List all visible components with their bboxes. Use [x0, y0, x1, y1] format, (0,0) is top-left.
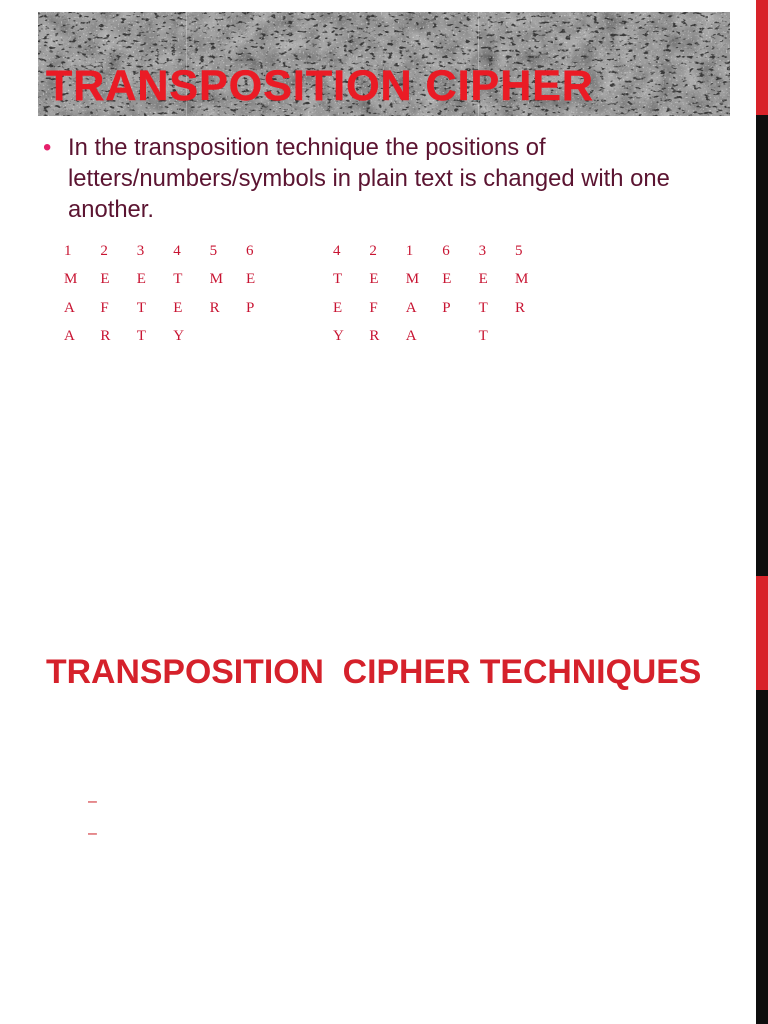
grid-letter: E: [173, 299, 183, 316]
bullet-text: In the transposition technique the positions of letters/numbers/symbols in plain text is changed with one another.: [68, 134, 670, 223]
grid-letter: E: [442, 271, 452, 288]
column-key-number: 3: [478, 243, 487, 259]
slide-2: [0, 576, 768, 1024]
grid-letter: T: [173, 271, 183, 288]
accent-bar-dark: [756, 115, 768, 576]
grid-letter: T: [136, 299, 146, 316]
grid-letter: A: [405, 327, 417, 344]
column-key-number: 6: [246, 243, 254, 259]
column-key-number: 5: [209, 243, 218, 259]
grid-letter: F: [100, 299, 109, 316]
grid-letter: R: [369, 327, 380, 344]
grid-letter: T: [478, 299, 488, 316]
grid-letter: P: [442, 299, 451, 316]
column-key-number: 1: [64, 243, 72, 259]
title-banner: [38, 12, 730, 116]
grid-letter: A: [64, 327, 75, 344]
transposed-grid: [333, 241, 533, 351]
grid-letter: M: [515, 271, 529, 288]
column-key-number: 2: [369, 243, 377, 259]
grid-letter: R: [209, 299, 220, 316]
accent-bar-red: [756, 576, 768, 690]
column-key-number: 4: [173, 243, 181, 259]
grid-letter: E: [100, 271, 110, 288]
grid-letter: A: [64, 299, 75, 316]
grid-letter: A: [405, 299, 417, 316]
sub-bullet-list: [88, 786, 97, 850]
grid-letter: F: [369, 299, 378, 316]
grid-letter: E: [136, 271, 146, 288]
grid-letter: Y: [333, 327, 344, 344]
bullet-marker: •: [43, 134, 52, 161]
grid-letter: T: [478, 327, 488, 344]
slide-title: TRANSPOSITION CIPHER: [46, 62, 594, 110]
plaintext-grid: [64, 241, 264, 351]
column-key-number: 5: [515, 243, 523, 259]
column-key-number: 4: [333, 243, 341, 259]
grid-letter: T: [333, 271, 343, 288]
grid-letter: E: [333, 299, 343, 316]
sub-bullet-marker: –: [88, 825, 97, 842]
grid-letter: M: [64, 271, 78, 288]
column-key-number: 6: [442, 243, 450, 259]
grid-letter: M: [405, 271, 420, 288]
grid-letter: E: [478, 271, 488, 288]
accent-bar-dark: [756, 690, 768, 1024]
grid-letter: E: [246, 271, 256, 288]
column-key-number: 1: [405, 243, 414, 259]
slide-title: TRANSPOSITION CIPHER TECHNIQUES: [46, 653, 702, 691]
column-key-number: 2: [100, 243, 108, 259]
grid-letter: E: [369, 271, 379, 288]
grid-letter: R: [515, 299, 526, 316]
grid-letter: T: [136, 327, 146, 344]
grid-letter: Y: [173, 327, 185, 344]
sub-bullet-marker: –: [88, 793, 97, 810]
grid-letter: P: [246, 299, 255, 316]
grid-letter: M: [209, 271, 223, 288]
column-key-number: 3: [136, 243, 145, 259]
accent-bar-red: [756, 0, 768, 115]
grid-letter: R: [100, 327, 111, 344]
